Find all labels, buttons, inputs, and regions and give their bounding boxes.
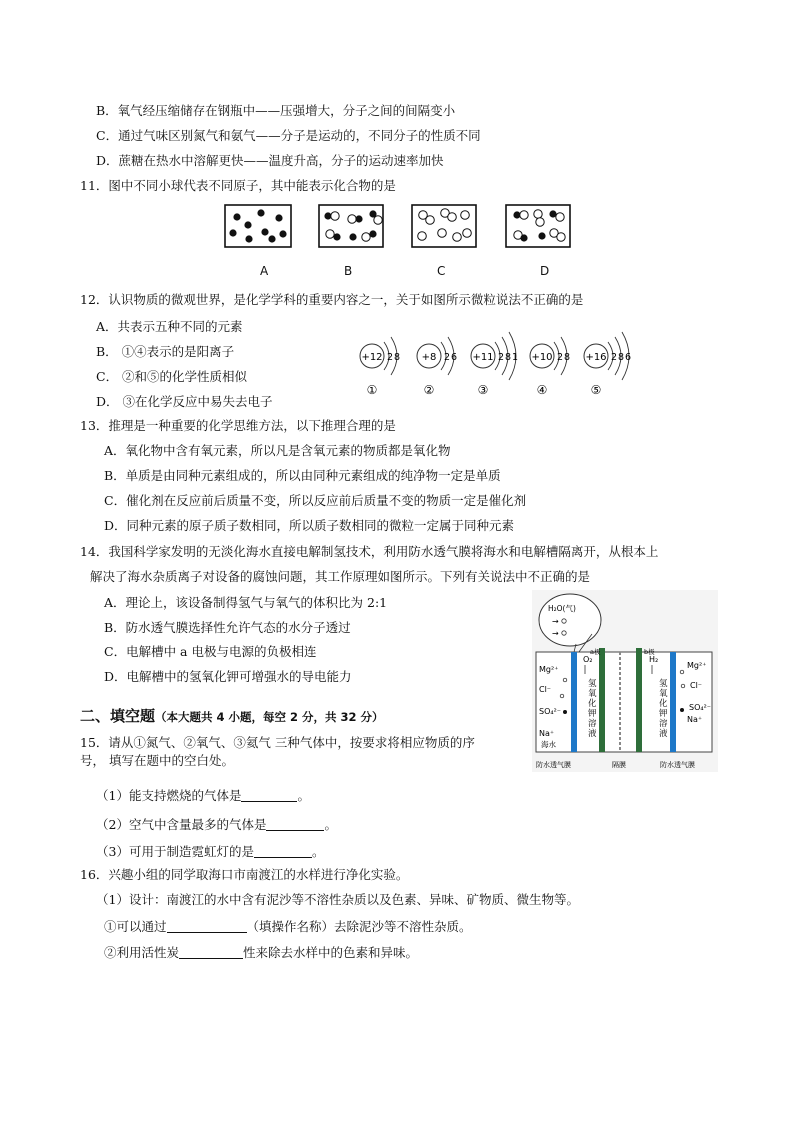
q12-particle-label-5: ⑤ <box>590 383 602 397</box>
q12-shell-electrons: 8 <box>505 352 512 363</box>
q11-label-c: C <box>437 264 446 278</box>
q12-shell-electrons: 2 <box>557 352 564 363</box>
q14-ion-right-na: Na⁺ <box>687 715 703 724</box>
q12-nucleus-2: +8 <box>421 352 437 363</box>
q12-shell-electrons: 8 <box>618 352 625 363</box>
q14-ion-left-cl: Cl⁻ <box>539 685 552 694</box>
q12-option-c: C． ②和⑤的化学性质相似 <box>96 369 248 384</box>
q14-option-c: C．电解槽中 a 电极与电源的负极相连 <box>104 644 317 659</box>
q12-particle-diagrams <box>352 318 652 400</box>
q15-sub3-text: （3）可用于制造霓虹灯的是 <box>96 844 254 859</box>
q14-a-label: a极 <box>590 648 601 656</box>
q14-koh-left: 氢氧化钾溶液 <box>588 679 597 739</box>
q14-b-label: b极 <box>644 648 655 656</box>
q14-ion-right-mg: Mg²⁺ <box>687 661 707 670</box>
q15-sub1-text: （1）能支持燃烧的气体是 <box>96 788 242 803</box>
q14-bubble-label: H₂O(气) <box>548 604 576 613</box>
q11-box-a <box>225 205 291 247</box>
q11-stem: 11．图中不同小球代表不同原子，其中能表示化合物的是 <box>80 178 396 193</box>
q16-stem: 16．兴趣小组的同学取海口市南渡江的水样进行净化实验。 <box>80 867 409 882</box>
q12-shell-electrons: 2 <box>444 352 451 363</box>
q14-ion-left-so4: SO₄²⁻ <box>539 707 562 716</box>
q14-ion-left-na: Na⁺ <box>539 729 555 738</box>
q12-shell-electrons: 6 <box>451 352 458 363</box>
q12-particle-1 <box>360 337 400 397</box>
q12-shell-electrons: 8 <box>394 352 401 363</box>
q11-box-b <box>319 205 383 247</box>
q11-molecule-boxes <box>220 203 580 283</box>
q15-sub2: （2）空气中含量最多的气体是 。 <box>96 817 337 832</box>
q12-particle-label-4: ④ <box>536 383 548 397</box>
q14-ion-right-cl: Cl⁻ <box>690 681 703 690</box>
q14-bottom-right: 防水透气膜 <box>660 761 695 769</box>
q16-sub3: ②利用活性炭 性来除去水样中的色素和异味。 <box>104 945 419 960</box>
q16-blank-1[interactable] <box>167 919 247 933</box>
q13-option-b: B．单质是由同种元素组成的，所以由同种元素组成的纯净物一定是单质 <box>104 468 501 483</box>
q16-sub1: （1）设计：南渡江的水中含有泥沙等不溶性杂质以及色素、异味、矿物质、微生物等。 <box>96 892 579 907</box>
q11-label-a: A <box>260 264 269 278</box>
svg-text:→: → <box>552 629 559 638</box>
q13-option-a: A．氧化物中含有氧元素，所以凡是含氧元素的物质都是氧化物 <box>104 443 451 458</box>
q15-blank-3[interactable] <box>254 844 312 858</box>
q15-stem-line2: 号， 填写在题中的空白处。 <box>80 753 234 768</box>
q10-option-c: C．通过气味区别氮气和氨气——分子是运动的，不同分子的性质不同 <box>96 128 481 143</box>
q11-label-b: B <box>344 264 353 278</box>
q12-particle-3 <box>471 332 518 397</box>
q12-option-a: A．共表示五种不同的元素 <box>96 319 243 334</box>
q12-shell-electrons: 2 <box>611 352 618 363</box>
q11-box-c <box>412 205 476 247</box>
q11-box-d <box>506 205 570 247</box>
q14-option-a: A．理论上，该设备制得氢气与氧气的体积比为 2:1 <box>104 595 388 610</box>
q14-electrolysis-diagram <box>532 590 718 772</box>
q12-nucleus-5: +16 <box>585 352 607 363</box>
q14-option-b: B．防水透气膜选择性允许气态的水分子透过 <box>104 620 351 635</box>
q14-option-d: D．电解槽中的氢氧化钾可增强水的导电能力 <box>104 669 352 684</box>
q12-particle-label-2: ② <box>423 383 435 397</box>
q13-stem: 13．推理是一种重要的化学思维方法，以下推理合理的是 <box>80 418 396 433</box>
svg-text:→: → <box>552 617 559 626</box>
q11-label-d: D <box>540 264 550 278</box>
q12-shell-electrons: 6 <box>625 352 632 363</box>
q13-option-c: C．催化剂在反应前后质量不变，所以反应前后质量不变的物质一定是催化剂 <box>104 493 527 508</box>
q12-nucleus-4: +10 <box>531 352 553 363</box>
q15-sub1: （1）能支持燃烧的气体是 。 <box>96 788 310 803</box>
q16-sub2: ①可以通过 （填操作名称）去除泥沙等不溶性杂质。 <box>104 919 472 934</box>
section2-title: 二、填空题 <box>80 707 156 725</box>
q12-nucleus-3: +11 <box>472 352 494 363</box>
q16-blank-2[interactable] <box>179 945 243 959</box>
q12-shell-electrons: 2 <box>498 352 505 363</box>
q14-ion-right-so4: SO₄²⁻ <box>689 703 712 712</box>
q12-shell-electrons: 2 <box>387 352 394 363</box>
q14-stem-line1: 14．我国科学家发明的无淡化海水直接电解制氢技术，利用防水透气膜将海水和电解槽隔离开，从根本上 <box>80 544 659 559</box>
q14-o2-label: O₂ <box>583 655 593 664</box>
q14-seawater-label: 海水 <box>541 740 556 749</box>
q14-bottom-left: 防水透气膜 <box>536 761 571 769</box>
q12-particle-label-1: ① <box>366 383 378 397</box>
q14-ion-left-mg: Mg²⁺ <box>539 665 559 674</box>
q14-koh-right: 氢氧化钾溶液 <box>659 679 668 739</box>
q14-stem-line2: 解决了海水杂质离子对设备的腐蚀问题，其工作原理如图所示。下列有关说法中不正确的是 <box>90 569 591 584</box>
section2-note: （本大题共 4 小题，每空 2 分，共 32 分） <box>155 710 384 724</box>
q15-stem-line1: 15．请从①氮气、②氧气、③氦气 三种气体中，按要求将相应物质的序 <box>80 735 475 750</box>
q12-shell-electrons: 8 <box>564 352 571 363</box>
q15-sub2-text: （2）空气中含量最多的气体是 <box>96 817 267 832</box>
q12-option-d: D． ③在化学反应中易失去电子 <box>96 394 273 409</box>
q10-option-d: D．蔗糖在热水中溶解更快——温度升高，分子的运动速率加快 <box>96 153 444 168</box>
q14-bottom-mid: 隔膜 <box>612 761 626 769</box>
q12-particle-5 <box>584 332 631 397</box>
q12-particle-2 <box>417 337 457 397</box>
q12-nucleus-1: +12 <box>361 352 383 363</box>
section2-heading <box>80 705 384 726</box>
q12-option-b: B． ①④表示的是阳离子 <box>96 344 235 359</box>
q12-particle-4 <box>530 337 570 397</box>
q10-option-b: B．氧气经压缩储存在钢瓶中——压强增大，分子之间的间隔变小 <box>96 103 456 118</box>
q13-option-d: D．同种元素的原子质子数相同，所以质子数相同的微粒一定属于同种元素 <box>104 518 515 533</box>
q12-shell-electrons: 1 <box>512 352 519 363</box>
q15-blank-2[interactable] <box>266 817 324 831</box>
q15-blank-1[interactable] <box>241 788 297 802</box>
q14-h2-label: H₂ <box>649 655 659 664</box>
q12-particle-label-3: ③ <box>477 383 489 397</box>
q12-stem: 12．认识物质的微观世界，是化学学科的重要内容之一，关于如图所示微粒说法不正确的是 <box>80 292 584 307</box>
q15-sub3: （3）可用于制造霓虹灯的是 。 <box>96 844 325 859</box>
